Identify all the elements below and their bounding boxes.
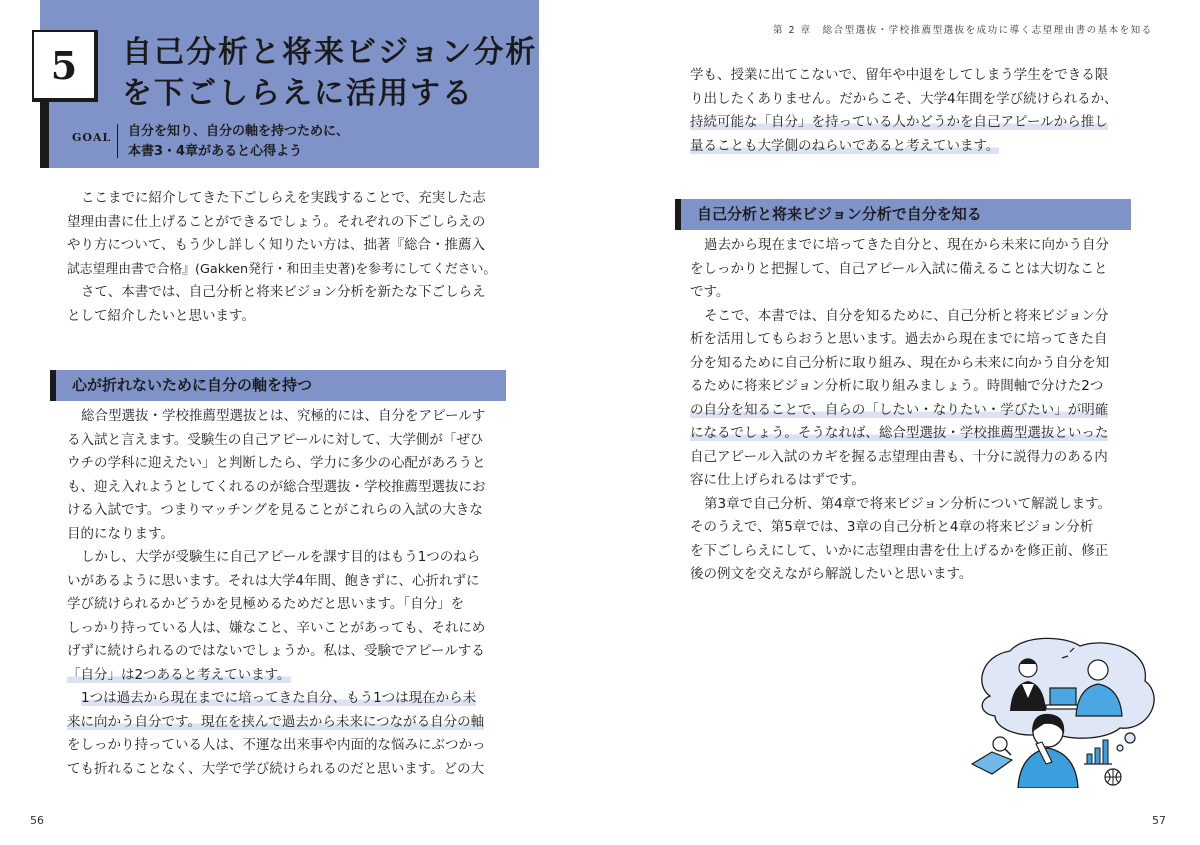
highlighted-line: 量ることも大学側のねらいであると考えています。 [690, 137, 1000, 154]
text-line: そこで、本書では、自分を知るために、自己分析と将来ビジョン分 [704, 307, 1109, 324]
highlighted-line: 1つは過去から現在までに培ってきた自分、もう1つは現在から未 [81, 690, 477, 706]
title-line: 自己分析と将来ビジョン分析 [122, 35, 538, 70]
running-header: 第 2 章 総合型選抜・学校推薦型選抜を成功に導く志望理由書の基本を知る [773, 25, 1153, 36]
text-line: を下ごしらえにして、いかに志望理由書を仕上げるかを修正前、修正 [690, 542, 1109, 559]
text-line: 第3章で自己分析、第4章で将来ビジョン分析について解説します。 [704, 495, 1112, 512]
text-line: をしっかり持っている人は、不運な出来事や内面的な悩みにぶつかっ [67, 737, 486, 753]
text-line: ける入試です。つまりマッチングを見ることがこれらの入試の大きな [67, 502, 483, 518]
right-page [600, 0, 1200, 845]
text-line: として紹介したいと思います。 [67, 307, 255, 324]
intro-text [67, 187, 527, 328]
text-line: げずに続けられるのではないでしょうか。私は、受験でアピールする [67, 643, 485, 659]
text-line: です。 [690, 284, 730, 300]
text-line: 容に仕上げられるはずです。 [690, 472, 865, 488]
chapter-number-tail [40, 102, 49, 168]
text-line: ても折れることなく、大学で学び続けられるのだと思います。どの大 [67, 760, 485, 777]
text-line: も、迎え入れようとしてくれるのが総合型選抜・学校推薦型選抜にお [67, 478, 486, 495]
section-heading-2: 自己分析と将来ビジョン分析で自分を知る [675, 199, 1131, 230]
text-line: 自己アピール入試のカギを握る志望理由書も、十分に説得力のある内 [690, 448, 1108, 465]
highlighted-line: 来に向かう自分です。現在を挟んで過去から未来につながる自分の軸 [67, 713, 485, 730]
bar-chart-icon [1084, 740, 1112, 764]
text-line: ここまでに紹介してきた下ごしらえを実践することで、充実した志 [81, 190, 486, 206]
page-number-right: 57 [1152, 814, 1166, 827]
text-line: やり方について、もう少し詳しく知りたい方は、拙著『総合・推薦入 [67, 237, 485, 253]
text-line: いがあるように思います。それは大学4年間、飽きずに、心折れずに [67, 572, 480, 589]
goal-line: 自分を知り、自分の軸を持つために、 [128, 124, 350, 139]
text-line: 目的になります。 [67, 525, 174, 542]
chapter-title [122, 32, 538, 114]
highlighted-line: の自分を知ることで、自らの「したい・なりたい・学びたい」が明確 [690, 401, 1109, 418]
book-icon [972, 737, 1012, 774]
goal-divider [117, 124, 118, 158]
text-line: をしっかりと把握して、自己アピール入試に備えることは大切なこと [690, 260, 1108, 277]
goal-label: GOAL [72, 131, 112, 144]
text-line: そのうえで、第5章では、3章の自己分析と4章の将来ビジョン分析 [690, 519, 1094, 535]
goal-text [128, 122, 349, 162]
text-line: しかし、大学が受験生に自己アピールを課す目的はもう1つのねら [81, 549, 481, 565]
text-line: 後の例文を交えながら解説したいと思います。 [690, 566, 973, 582]
text-line: 分を知るために自己分析に取り組み、現在から未来に向かう自分を知 [690, 354, 1110, 371]
highlighted-line: 「自分」は2つあると考えています。 [67, 666, 291, 683]
thought-bubble-icon [982, 638, 1154, 751]
text-line: さて、本書では、自己分析と将来ビジョン分析を新たな下ごしらえ [81, 284, 486, 300]
text-line: 総合型選抜・学校推薦型選抜とは、究極的には、自分をアピールす [81, 408, 486, 424]
text-line: り出したくありません。だからこそ、大学4年間を学び続けられるか、 [690, 90, 1118, 107]
title-line: を下ごしらえに活用する [122, 76, 474, 111]
basketball-icon [1105, 769, 1121, 785]
section1-text [67, 405, 527, 781]
goal-line: 本書3・4章があると心得よう [128, 144, 303, 159]
page-number-left: 56 [30, 814, 44, 827]
text-line: 望理由書に仕上げることができるでしょう。それぞれの下ごしらえの [67, 213, 486, 230]
text-line: 学び続けられるかどうかを見極めるためだと思います。「自分」を [67, 596, 465, 612]
text-line: 過去から現在までに培ってきた自分と、現在から未来に向かう自分 [704, 237, 1109, 253]
section-heading-1: 心が折れないために自分の軸を持つ [50, 370, 506, 401]
continued-text [690, 64, 1150, 158]
text-line: 試志望理由書で合格』(Gakken発行・和田圭史著)を参考にしてください。 [67, 261, 497, 277]
text-line: るために将来ビジョン分析に取り組みましょう。時間軸で分けた2つ [690, 378, 1104, 394]
highlighted-line: になるでしょう。そうなれば、総合型選抜・学校推薦型選抜といった [690, 425, 1109, 441]
text-line: しっかり持っている人は、嫌なこと、辛いことがあっても、それにめ [67, 619, 486, 636]
text-line: ウチの学科に迎えたい」と判断したら、学力に多少の心配があろうと [67, 455, 486, 471]
text-line: る入試と言えます。受験生の自己アピールに対して、大学側が「ぜひ [67, 431, 484, 448]
highlighted-line: 持続可能な「自分」を持っている人かどうかを自己アピールから推し [690, 114, 1108, 130]
text-line: 析を活用してもらおうと思います。過去から現在までに培ってきた自 [690, 331, 1108, 347]
thinking-student-illustration [970, 636, 1170, 788]
chapter-number: 5 [32, 30, 98, 102]
section2-text [690, 234, 1150, 587]
text-line: 学も、授業に出てこないで、留年や中退をしてしまう学生をできる限 [690, 67, 1109, 83]
